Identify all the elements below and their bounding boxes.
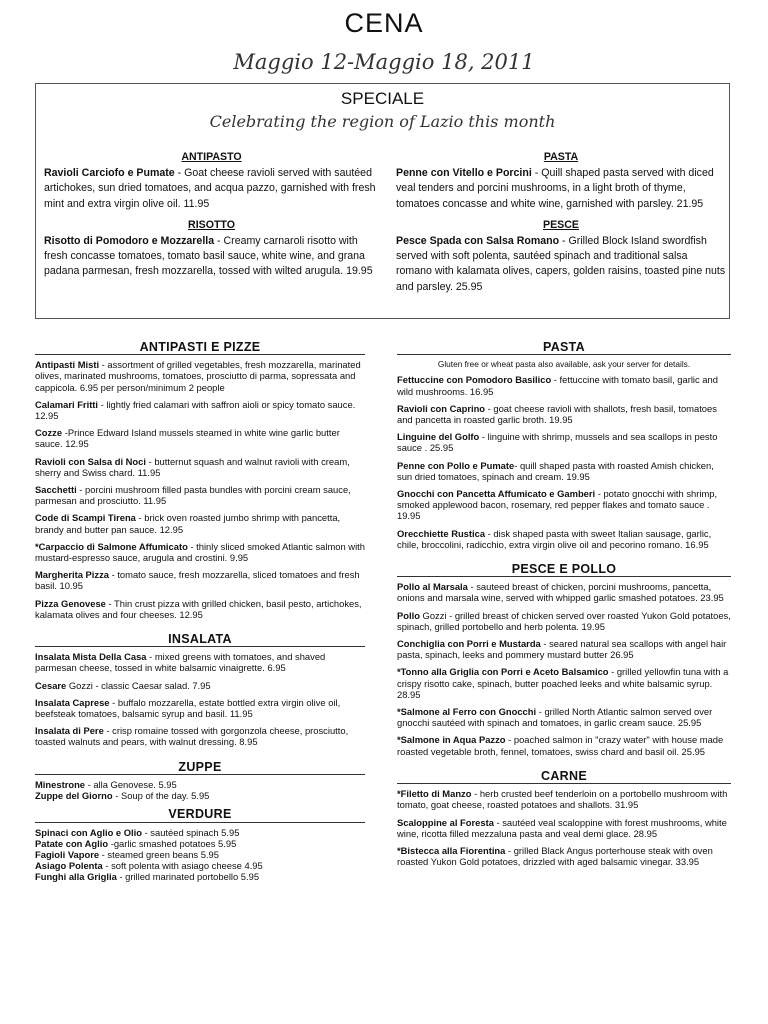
menu-left-column [35, 342, 365, 883]
menu-item-description: - quill shaped pasta with roasted Amish chicken, sun dried tomatoes, spinach and cream. 19.95 [397, 459, 714, 482]
menu-item-name: Antipasti Misti [35, 359, 100, 371]
speciale-subtitle: Celebrating the region of Lazio this month [209, 112, 556, 131]
menu-item [35, 860, 365, 871]
section-heading: PASTA [397, 342, 731, 355]
menu-item [397, 845, 731, 867]
menu-item [35, 541, 365, 563]
menu-item-description: -Prince Edward Island mussels steamed in white wine garlic butter sauce. 12.95 [35, 427, 340, 450]
menu-item-description: - sauteed breast of chicken, porcini mushrooms, pancetta, onions and marsala wine, served with whipped garlic smashed potatoes. 23.95 [397, 581, 724, 604]
menu-item-description: - mixed greens with tomatoes, and shaved parmesan cheese, tossed in white balsamic vinaigrette. 6.95 [35, 651, 326, 674]
menu-item-description: - linguine with shrimp, mussels and sea scallops in pesto sauce . 25.95 [397, 431, 718, 454]
menu-item [35, 790, 365, 801]
menu-item-description: - steamed green beans 5.95 [99, 848, 219, 860]
section-antipasti-e-pizze [35, 342, 365, 620]
menu-item-name: *Carpaccio di Salmone Affumicato [35, 540, 188, 552]
menu-item-name: Asiago Polenta [35, 860, 103, 872]
menu-item [35, 484, 365, 506]
menu-item-name: Ravioli Carciofo e Pumate [44, 167, 175, 180]
menu-item-description: - Thin crust pizza with grilled chicken, basil pesto, artichokes, kalamata olives and four cheeses. 12.95 [35, 597, 362, 620]
section-note: Gluten free or wheat pasta also available, ask your server for details. [437, 359, 691, 370]
section-heading: ZUPPE [35, 762, 365, 775]
menu-item-description: Gozzi - classic Caesar salad. 7.95 [66, 679, 211, 691]
menu-item-name: Orecchiette Rustica [397, 527, 486, 539]
menu-item-description: - brick oven roasted jumbo shrimp with pancetta, brandy and butter pan sauce. 12.95 [35, 512, 341, 535]
menu-item-description: Gozzi - grilled breast of chicken served over roasted Yukon Gold potatoes, spinach, grilled portobello and herb polenta. 19.95 [397, 609, 731, 632]
menu-item-name: Conchiglia con Porri e Mustarda [397, 638, 541, 650]
menu-item-name: Zuppe del Giorno [35, 790, 113, 802]
menu-item [397, 460, 731, 482]
menu-item [397, 488, 731, 522]
section-carne [397, 768, 731, 868]
menu-item [397, 706, 731, 728]
menu-item-name: Calamari Fritti [35, 398, 99, 410]
menu-item-description: - Creamy carnaroli risotto with fresh concasse tomatoes, tomato basil sauce, white wine, and grana padana parmesan, fresh mozzarella, tossed with wilted arugula. 19.95 [44, 235, 373, 278]
menu-item-name: Cozze [35, 427, 63, 439]
menu-item-name: *Salmone in Aqua Pazzo [397, 734, 506, 746]
menu-item-description: - grilled North Atlantic salmon served over gnocchi sautéed with spinach and tomatoes, in garlic cream sauce. 25.95 [397, 706, 713, 729]
menu-item-name: Penne con Pollo e Pumate [397, 459, 515, 471]
menu-item [397, 403, 731, 425]
menu-item-name: *Salmone al Ferro con Gnocchi [397, 706, 537, 718]
section-heading: INSALATA [35, 634, 365, 647]
menu-item-description: - potato gnocchi with shrimp, smoked applewood bacon, rosemary, red pepper flakes and tomato sauce . 19.95 [397, 488, 718, 522]
menu-item [35, 456, 365, 478]
menu-item-name: *Tonno alla Griglia con Porri e Aceto Balsamico [397, 666, 609, 678]
menu-title: CENA [344, 8, 424, 38]
menu-item-description: - alla Genovese. 5.95 [85, 778, 177, 790]
menu-item-description: - sautéed spinach 5.95 [141, 826, 240, 838]
menu-item-description: - grilled yellowfin tuna with a crispy risotto cake, spinach, butter poached leeks and white balsamic syrup. 28.95 [397, 666, 729, 700]
menu-item-description: - assortment of grilled vegetables, fresh mozzarella, marinated olives, marinated mushrooms, tomatoes, prosciutto di parma, sopressata and cappicola. 6.95 per person/minimum 2 people [35, 359, 361, 393]
menu-item-description: - disk shaped pasta with sweet Italian sausage, garlic, chile, broccolini, radicchio, extra virgin olive oil and pecorino romano. 16.95 [397, 527, 712, 550]
menu-item [397, 374, 731, 396]
menu-item-description: - Grilled Block Island swordfish served with soft polenta, sautéed spinach and traditional salsa romano with kalamata olives, capers, golden raisins, toasted pine nuts and parsley. 25.95 [396, 235, 726, 293]
menu-item-name: Risotto di Pomodoro e Mozzarella [44, 235, 215, 248]
menu-item [397, 638, 731, 660]
menu-item-description: - sautéed veal scaloppine with forest mushrooms, white wine, ricotta filled mezzaluna pasta and veal demi glace. 28.95 [397, 816, 727, 839]
menu-item-name: Minestrone [35, 778, 86, 790]
menu-item-name: *Filetto di Manzo [397, 788, 472, 800]
menu-item-name: Fagioli Vapore [35, 848, 100, 860]
menu-item-description: - thinly sliced smoked Atlantic salmon with mustard-espresso sauce, arugula and crostini. 9.95 [35, 540, 365, 564]
section-insalata [35, 634, 365, 748]
menu-item-name: Pollo al Marsala [397, 581, 468, 593]
menu-item-name: Sacchetti [35, 484, 77, 496]
menu-item-description: - buffalo mozzarella, estate bottled extra virgin olive oil, beefsteak tomatoes, balsamic syrup and basil. 11.95 [35, 696, 341, 720]
menu-item-name: Margherita Pizza [35, 569, 109, 581]
menu-item-name: Insalata Mista Della Casa [35, 651, 147, 663]
menu-item-name: Patate con Aglio [35, 837, 109, 849]
menu-item-description: - grilled Black Angus porterhouse steak with oven roasted Yukon Gold potatoes, drizzled with aged balsamic vinegar. 33.95 [397, 844, 713, 868]
menu-item-name: Funghi alla Griglia [35, 871, 117, 883]
section-pasta [397, 342, 731, 550]
menu-item-description: - porcini mushroom filled pasta bundles with porcini cream sauce, parmesan and prosciutto. 11.95 [35, 484, 351, 507]
menu-item-description: - herb crusted beef tenderloin on a portobello mushroom with tomato, goat cheese, roasted potatoes and shallots. 31.95 [397, 788, 728, 811]
menu-item-name: Gnocchi con Pancetta Affumicato e Gamberi [397, 488, 596, 500]
speciale-heading-risotto: RISOTTO [188, 218, 235, 231]
speciale-heading-pasta: PASTA [543, 151, 579, 163]
menu-item-description: - soft polenta with asiago cheese 4.95 [102, 860, 263, 872]
menu-item [35, 569, 365, 591]
menu-item [397, 734, 731, 756]
menu-item [397, 610, 731, 632]
menu-item-name: Scaloppine al Foresta [397, 816, 494, 828]
menu-item-name: Insalata Caprese [35, 696, 110, 708]
speciale-item [44, 166, 379, 212]
menu-item-name: Ravioli con Caprino [397, 402, 486, 414]
menu-item [35, 838, 365, 849]
speciale-heading-antipasto: ANTIPASTO [181, 151, 242, 163]
menu-item-description: - Soup of the day. 5.95 [112, 790, 210, 802]
section-heading: VERDURE [35, 809, 365, 822]
menu-item-name: Insalata di Pere [35, 725, 104, 737]
section-heading: ANTIPASTI E PIZZE [35, 342, 365, 355]
section-verdure [35, 809, 365, 882]
menu-item-name: Code di Scampi Tirena [35, 512, 136, 524]
menu-item-description: - seared natural sea scallops with angel hair pasta, spinach, leeks and pommery mustard butter 26.95 [397, 638, 727, 661]
menu-item [35, 725, 365, 747]
menu-item-name: Fettuccine con Pomodoro Basilico [397, 374, 552, 386]
menu-item [397, 581, 731, 603]
speciale-heading-pesce: PESCE [543, 218, 579, 231]
section-heading: PESCE E POLLO [397, 564, 731, 577]
menu-dates: Maggio 12-Maggio 18, 2011 [233, 50, 535, 74]
menu-item [35, 399, 365, 421]
menu-right-column [397, 342, 731, 873]
menu-item [397, 788, 731, 810]
speciale-item [396, 234, 726, 295]
menu-item-name: Pollo [397, 609, 420, 621]
speciale-item [396, 166, 726, 212]
menu-item-description: - Goat cheese ravioli served with sautéed artichokes, sun dried tomatoes, and acqua pazzo, garnished with fresh mint and extra virgin olive oil. 11.95 [44, 167, 376, 210]
menu-item-description: - fettuccine with tomato basil, garlic and wild mushrooms. 16.95 [397, 374, 718, 397]
menu-item-name: Linguine del Golfo [397, 431, 480, 443]
menu-item-name: Pizza Genovese [35, 597, 106, 609]
menu-item [397, 817, 731, 839]
menu-item-description: - crisp romaine tossed with gorgonzola cheese, prosciutto, toasted walnuts and pears, with walnut dressing. 8.95 [35, 725, 349, 748]
speciale-title: SPECIALE [340, 89, 425, 108]
menu-item [35, 598, 365, 620]
menu-item [35, 871, 365, 882]
menu-item-description: - lightly fried calamari with saffron aioli or spicy tomato sauce. 12.95 [35, 398, 356, 422]
menu-item-description: - butternut squash and walnut ravioli with cream, sherry and Swiss chard. 11.95 [35, 455, 350, 478]
menu-item [397, 666, 731, 700]
menu-item [35, 359, 365, 393]
menu-item [35, 779, 365, 790]
menu-item-name: Ravioli con Salsa di Noci [35, 455, 146, 467]
menu-item-description: - grilled marinated portobello 5.95 [116, 871, 260, 883]
menu-item-description: -garlic smashed potatoes 5.95 [108, 837, 237, 849]
menu-item-name: *Bistecca alla Fiorentina [397, 844, 506, 856]
menu-item-description: - goat cheese ravioli with shallots, fresh basil, tomatoes and pancetta in roasted garlic broth. 19.95 [397, 402, 717, 426]
menu-item-description: - Quill shaped pasta served with diced veal tenders and porcini mushrooms, in a light broth of thyme, tomatoes concasse and white wine, garnished with parsley. 21.95 [396, 167, 714, 210]
section-pesce-e-pollo [397, 564, 731, 757]
menu-item-name: Spinaci con Aglio e Olio [35, 826, 142, 838]
speciale-right-column [396, 150, 726, 301]
section-zuppe [35, 759, 365, 802]
menu-item [35, 427, 365, 449]
menu-item-name: Pesce Spada con Salsa Romano [396, 235, 560, 248]
menu-item-description: - poached salmon in "crazy water" with house made roasted vegetable broth, fennel, tomatoes, swiss chard and basil oil. 25.95 [397, 734, 724, 757]
menu-item [35, 827, 365, 838]
menu-item-name: Cesare [35, 679, 67, 691]
menu-item [397, 431, 731, 453]
menu-item-name: Penne con Vitello e Porcini [396, 167, 532, 180]
speciale-item [44, 234, 379, 280]
menu-item [35, 680, 365, 691]
speciale-box [35, 83, 730, 319]
menu-item [35, 512, 365, 534]
section-heading: CARNE [397, 771, 731, 784]
menu-item-description: - tomato sauce, fresh mozzarella, sliced tomatoes and fresh basil. 10.95 [35, 569, 360, 592]
speciale-left-column [44, 150, 379, 286]
menu-item [35, 849, 365, 860]
menu-item [397, 528, 731, 550]
menu-item [35, 651, 365, 673]
menu-item [35, 697, 365, 719]
